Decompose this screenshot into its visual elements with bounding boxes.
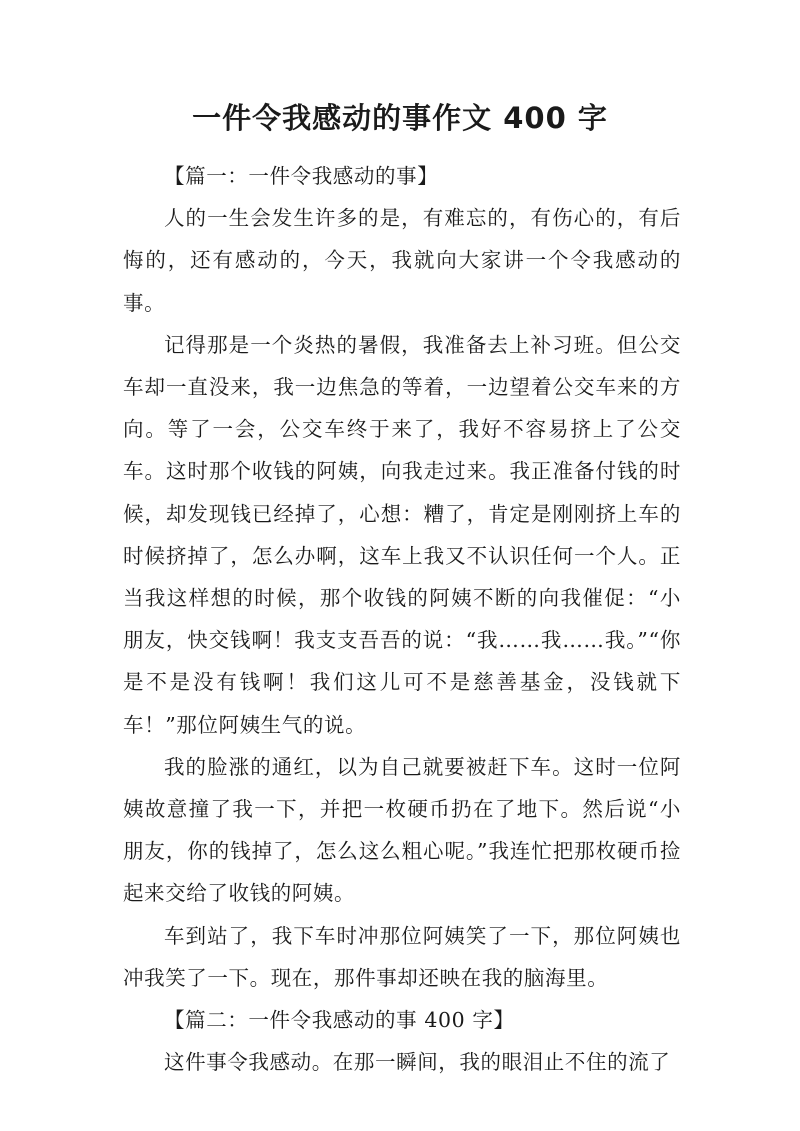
paragraph-5: 这件事令我感动。在那一瞬间，我的眼泪止不住的流了 <box>164 1050 671 1075</box>
document-title: 一件令我感动的事作文 400 字 <box>192 101 608 135</box>
section-heading-2: 【篇二：一件令我感动的事 400 字】 <box>164 1008 515 1033</box>
section-heading-1: 【篇一：一件令我感动的事】 <box>164 164 439 188</box>
paragraph-2: 记得那是一个炎热的暑假，我准备去上补习班。但公交车却一直没来，我一边焦急的等着，一边望着公交车来的方向。等了一会，公交车终于来了，我好不容易挤上了公交车。这时那个收钱的阿姨，向我走过来。我正准备付钱的时候，却发现钱已经掉了，心想：糟了，肯定是刚刚挤上车的时候挤掉了，怎么办啊，这车上我又不认识任何一个人。正当我这样想的时候，那个收钱的阿姨不断的向我催促：“小朋友，快交钱啊！我支支吾吾的说：“我……我……我。”“你是不是没有钱啊！我们这儿可不是慈善基金，没钱就下车！”那位阿姨生气的说。 <box>123 332 681 737</box>
paragraph-1: 人的一生会发生许多的是，有难忘的，有伤心的，有后悔的，还有感动的，今天，我就向大家讲一个令我感动的事。 <box>123 206 681 315</box>
paragraph-4: 车到站了，我下车时冲那位阿姨笑了一下，那位阿姨也冲我笑了一下。现在，那件事却还映在我的脑海里。 <box>123 923 681 990</box>
paragraph-3: 我的脸涨的通红，以为自己就要被赶下车。这时一位阿姨故意撞了我一下，并把一枚硬币扔在了地下。然后说“小朋友，你的钱掉了，怎么这么粗心呢。”我连忙把那枚硬币捡起来交给了收钱的阿姨。 <box>123 754 681 906</box>
document-body <box>123 155 681 1083</box>
